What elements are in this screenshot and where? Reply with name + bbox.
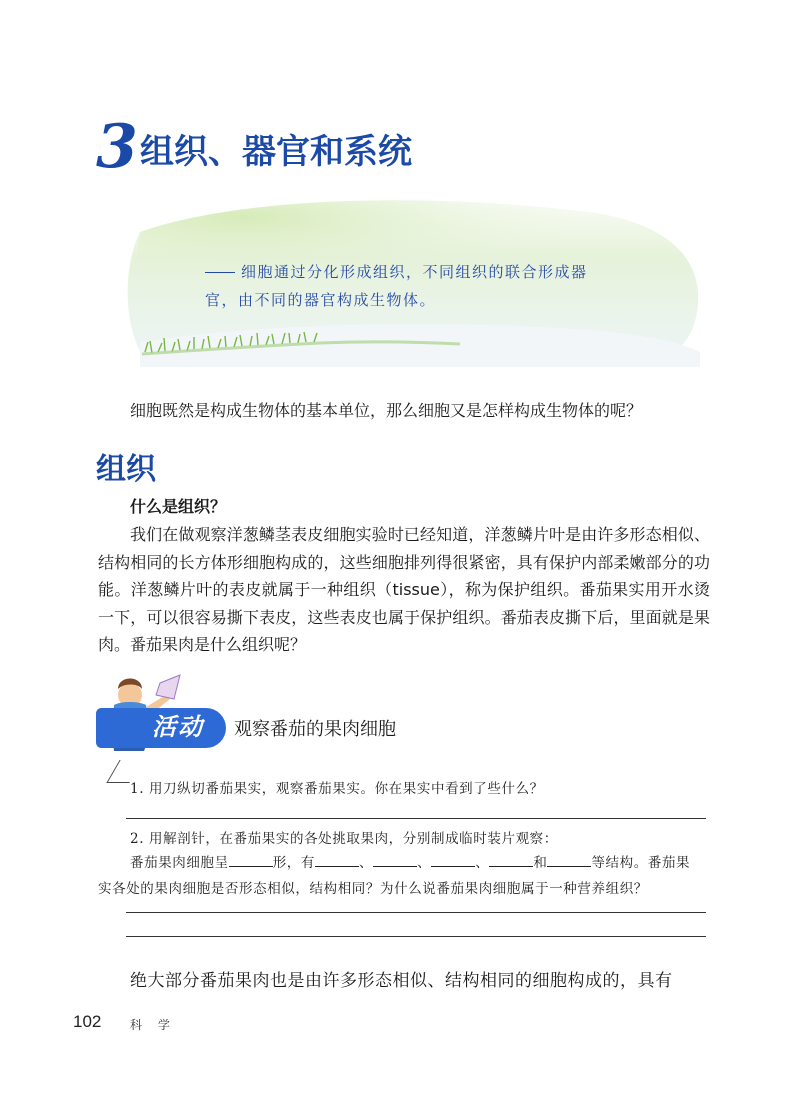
summary-line-2: 官，由不同的器官构成生物体。: [205, 291, 437, 309]
answer-line-3: [126, 936, 706, 937]
summary-dash: [205, 272, 235, 273]
fill-blank-3[interactable]: [431, 852, 475, 867]
activity-badge: 活动: [152, 713, 204, 741]
chapter-number: 3: [96, 112, 138, 182]
chapter-summary: [205, 258, 615, 314]
intro-paragraph: 细胞既然是构成生物体的基本单位，那么细胞又是怎样构成生物体的呢？: [130, 401, 643, 420]
fill-blank-2[interactable]: [373, 852, 417, 867]
activity-step-2: 2. 用解剖针，在番茄果实的各处挑取果肉，分别制成临时装片观察：: [130, 831, 558, 847]
activity-step-2-fill: [130, 850, 690, 876]
section-body: 我们在做观察洋葱鳞茎表皮细胞实验时已经知道，洋葱鳞片叶是由许多形态相似、结构相同的长方体形细胞构成的，这些细胞排列得很紧密，具有保护内部柔嫩部分的功能。洋葱鳞片叶的表皮就属于一种组织（tissue），称为保护组织。番茄果实用开水烫一下，可以很容易撕下表皮，这些表皮也属于保护组织。番茄表皮撕下后，里面就是果肉。番茄果肉是什么组织呢？: [98, 525, 710, 654]
answer-line-2: [126, 912, 706, 913]
section-question: 什么是组织？: [130, 497, 227, 516]
sep-1: 、: [359, 855, 374, 871]
activity-title: 观察番茄的果肉细胞: [234, 719, 396, 740]
fill-text-a: 番茄果肉细胞呈: [130, 855, 229, 871]
fill-text-c: 和: [533, 855, 548, 871]
fill-text-b: 形，有: [272, 855, 316, 871]
section-title: 组织: [96, 452, 156, 487]
chapter-title: 组织、器官和系统: [140, 132, 412, 172]
closing-paragraph: 绝大部分番茄果肉也是由许多形态相似、结构相同的细胞构成的，具有: [130, 971, 673, 991]
fill-text-d: 等结构。番茄果: [591, 855, 691, 871]
sep-2: 、: [417, 855, 432, 871]
fill-blank-4[interactable]: [489, 852, 533, 867]
sep-3: 、: [475, 855, 490, 871]
fill-blank-1[interactable]: [315, 852, 359, 867]
subject-label: 科 学: [130, 1018, 176, 1032]
fill-blank-5[interactable]: [547, 852, 591, 867]
activity-step-1: 1. 用刀纵切番茄果实，观察番茄果实。你在果实中看到了些什么？: [130, 781, 544, 797]
page-number: 102: [73, 1012, 102, 1031]
answer-line-1: [126, 818, 706, 819]
activity-step-2-question: 实各处的果肉细胞是否形态相似，结构相同？为什么说番茄果肉细胞属于一种营养组织？: [98, 881, 648, 897]
summary-line-1: 细胞通过分化形成组织，不同组织的联合形成器: [241, 263, 588, 281]
fill-blank-shape[interactable]: [229, 852, 273, 867]
